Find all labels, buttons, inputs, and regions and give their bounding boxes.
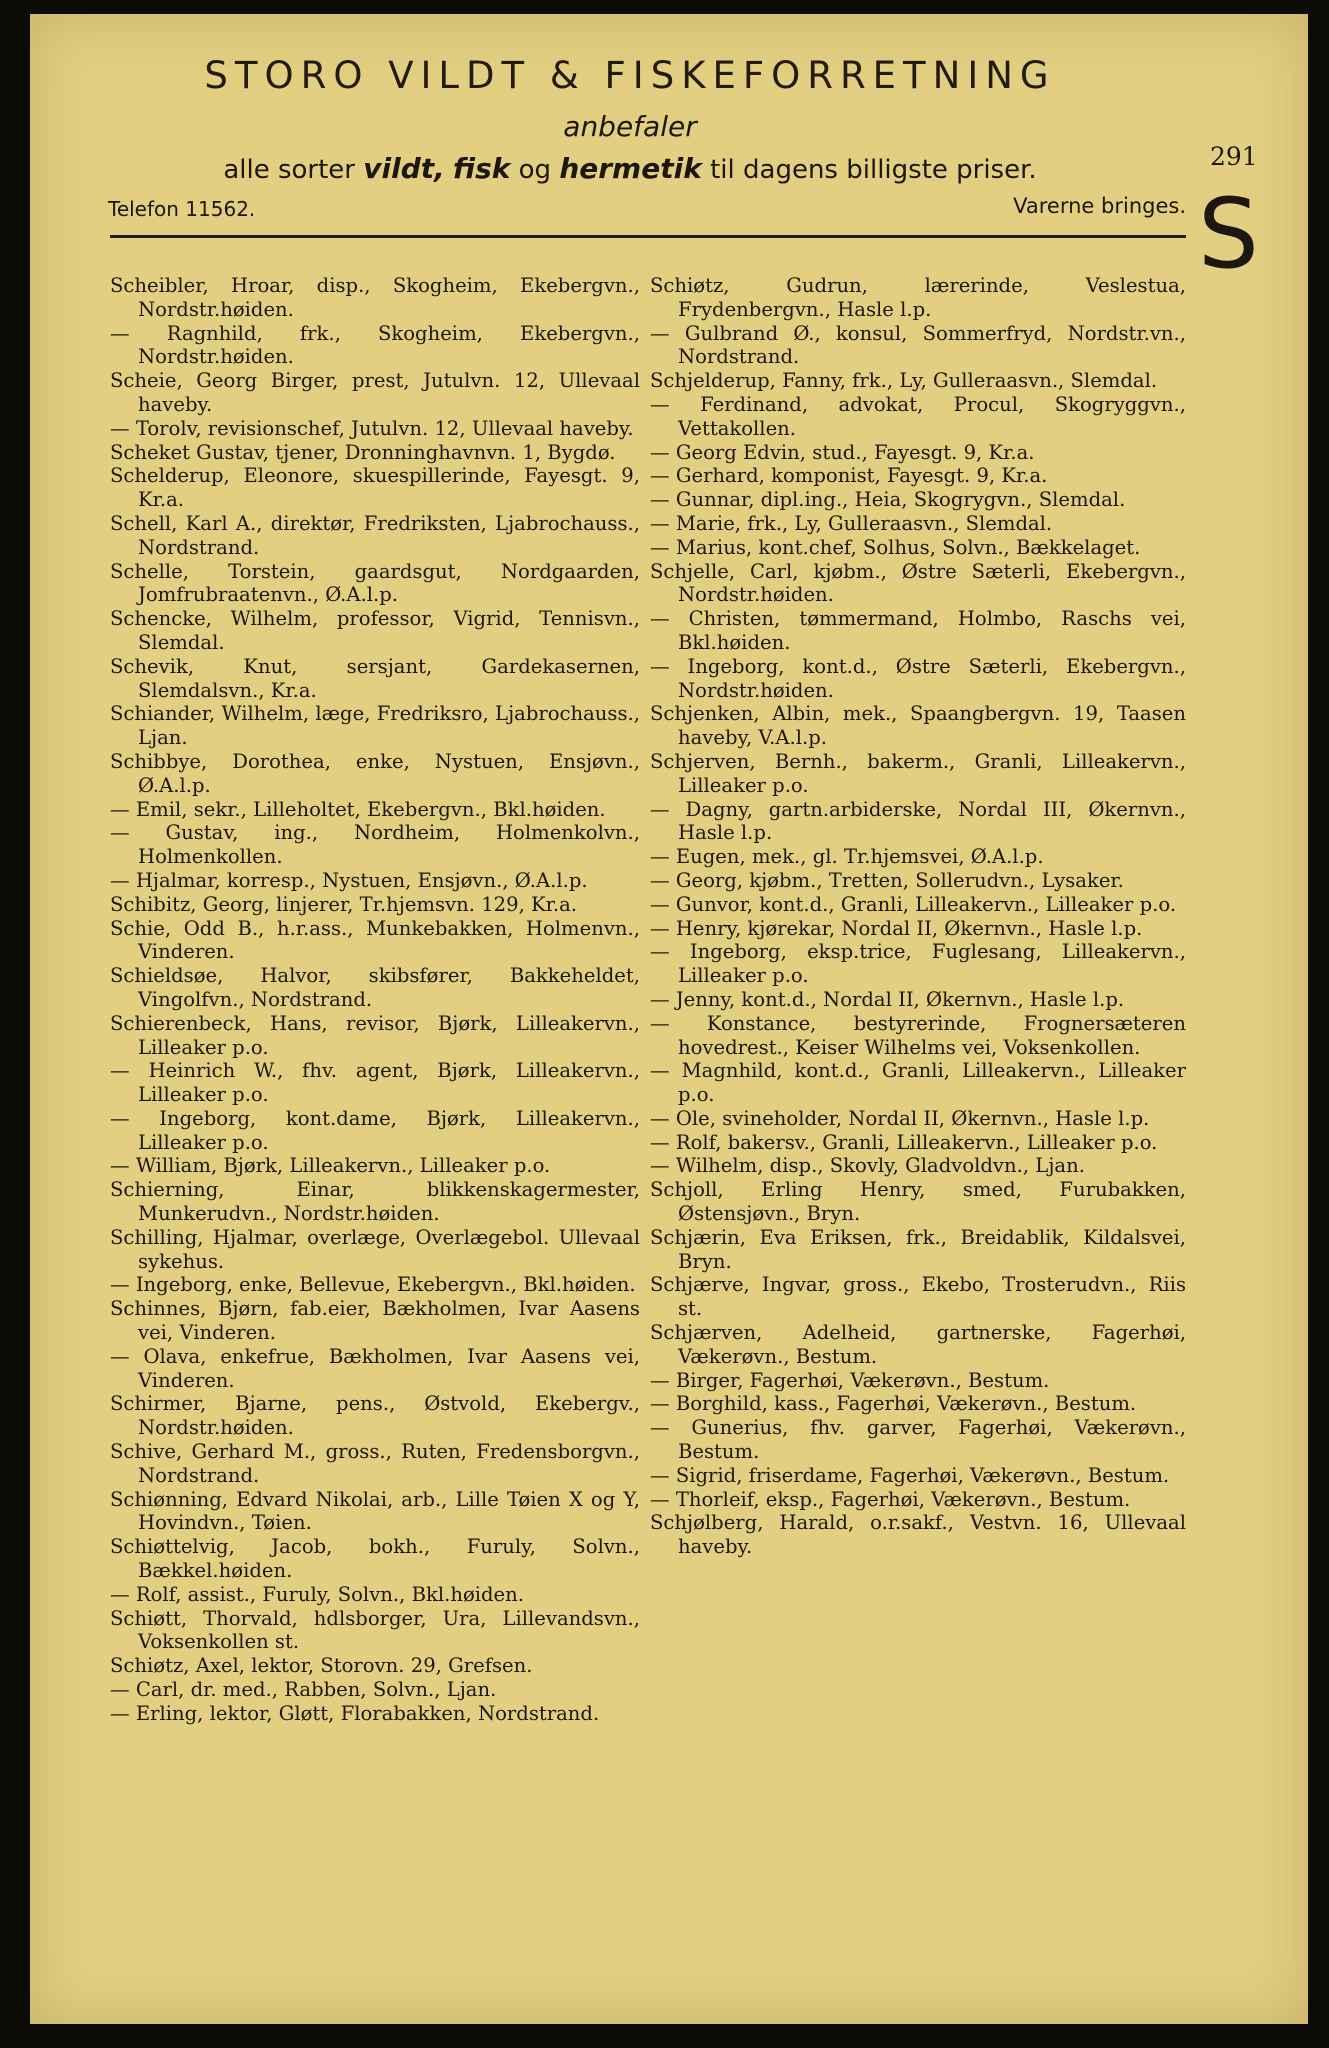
advert-line: [110, 152, 1150, 185]
directory-entry: Scheie, Georg Birger, prest, Jutulvn. 12, Ullevaal haveby.: [110, 369, 640, 416]
directory-entry: — Eugen, mek., gl. Tr.hjemsvei, Ø.A.l.p.: [650, 845, 1044, 869]
directory-entry: — Erling, lektor, Gløtt, Florabakken, Nordstrand.: [110, 1701, 600, 1725]
directory-entry: — Sigrid, friserdame, Fagerhøi, Vækerøvn., Bestum.: [650, 1463, 1170, 1487]
directory-entry: Schjærve, Ingvar, gross., Ekebo, Trosterudvn., Riis st.: [650, 1273, 1186, 1321]
advert-line-og: og: [518, 155, 552, 185]
directory-entry: — Ingeborg, enke, Bellevue, Ekebergvn., Bkl.høiden.: [110, 1273, 636, 1297]
directory-entry: Schiønning, Edvard Nikolai, arb., Lille Tøien X og Y, Hovindvn., Tøien.: [110, 1487, 640, 1535]
advert-line-fisk: fisk: [453, 152, 511, 185]
directory-entry: — Marius, kont.chef, Solhus, Solvn., Bækkelaget.: [650, 535, 1141, 559]
directory-entry: Schjenken, Albin, mek., Spaangbergvn. 19, Taasen haveby, V.A.l.p.: [650, 702, 1186, 750]
directory-entry: — Ingeborg, kont.dame, Bjørk, Lilleakervn., Lilleaker p.o.: [110, 1106, 640, 1154]
directory-entry: Schibbye, Dorothea, enke, Nystuen, Ensjøvn., Ø.A.l.p.: [110, 749, 640, 797]
directory-entry: — Gunvor, kont.d., Granli, Lilleakervn., Lilleaker p.o.: [650, 892, 1177, 916]
directory-entry: — Marie, frk., Ly, Gulleraasvn., Slemdal.: [650, 511, 1053, 535]
directory-entry: Schierenbeck, Hans, revisor, Bjørk, Lilleakervn., Lilleaker p.o.: [110, 1011, 640, 1059]
directory-entry: — Thorleif, eksp., Fagerhøi, Vækerøvn., Bestum.: [650, 1487, 1131, 1511]
directory-entry: Schjelderup, Fanny, frk., Ly, Gulleraasvn., Slemdal.: [650, 369, 1158, 393]
advert-phone: Telefon 11562.: [108, 197, 256, 221]
advert-line-vildt: vildt,: [363, 152, 445, 185]
directory-entry: — Ferdinand, advokat, Procul, Skogryggvn., Vettakollen.: [650, 392, 1186, 440]
directory-entry: Schelle, Torstein, gaardsgut, Nordgaarden, Jomfrubraatenvn., Ø.A.l.p.: [110, 559, 640, 607]
directory-entry: Schiøtt, Thorvald, hdlsborger, Ura, Lillevandsvn., Voksenkollen st.: [110, 1606, 640, 1654]
directory-entry: Scheket Gustav, tjener, Dronninghavnvn. 1, Bygdø.: [110, 440, 616, 464]
directory-entry: Schjelle, Carl, kjøbm., Østre Sæterli, Ekebergvn., Nordstr.høiden.: [650, 559, 1186, 607]
directory-entry: — Emil, sekr., Lilleholtet, Ekebergvn., Bkl.høiden.: [110, 797, 606, 821]
right-column: [650, 274, 1186, 1559]
directory-entry: Schjærven, Adelheid, gartnerske, Fagerhøi, Vækerøvn., Bestum.: [650, 1321, 1186, 1368]
advert-subtitle: anbefaler: [563, 110, 697, 143]
directory-entry: — Heinrich W., fhv. agent, Bjørk, Lilleakervn., Lilleaker p.o.: [110, 1059, 640, 1107]
directory-entry: — Henry, kjørekar, Nordal II, Økernvn., Hasle l.p.: [650, 916, 1143, 940]
directory-entry: Schencke, Wilhelm, professor, Vigrid, Tennisvn., Slemdal.: [110, 607, 640, 654]
directory-entry: — Konstance, bestyrerinde, Frognersæteren hovedrest., Keiser Wilhelms vei, Voksenkollen.: [650, 1011, 1186, 1059]
directory-entry: — Rolf, bakersv., Granli, Lilleakervn., Lilleaker p.o.: [650, 1130, 1158, 1154]
directory-entry: — Gustav, ing., Nordheim, Holmenkolvn., Holmenkollen.: [110, 821, 640, 869]
directory-entry: Schiøtz, Gudrun, lærerinde, Veslestua, Frydenbergvn., Hasle l.p.: [650, 274, 1186, 321]
header-rule: [110, 235, 1186, 238]
left-column: [110, 274, 640, 1726]
directory-entry: — Dagny, gartn.arbiderske, Nordal III, Økernvn., Hasle l.p.: [650, 797, 1186, 845]
section-letter: S: [1198, 178, 1259, 290]
directory-entry: Schjærin, Eva Eriksen, frk., Breidablik, Kildalsvei, Bryn.: [650, 1225, 1186, 1273]
advert-title: STORO VILDT & FISKEFORRETNING: [204, 54, 1056, 97]
directory-entry: Schierning, Einar, blikkenskagermester, Munkerudvn., Nordstr.høiden.: [110, 1178, 640, 1226]
directory-entry: — William, Bjørk, Lilleakervn., Lilleaker p.o.: [110, 1154, 551, 1178]
directory-entry: Schirmer, Bjarne, pens., Østvold, Ekebergv., Nordstr.høiden.: [110, 1392, 640, 1440]
directory-entry: — Rolf, assist., Furuly, Solvn., Bkl.høiden.: [110, 1582, 525, 1606]
directory-entry: Scheibler, Hroar, disp., Skogheim, Ekebergvn., Nordstr.høiden.: [110, 274, 640, 321]
directory-entry: — Torolv, revisionschef, Jutulvn. 12, Ullevaal haveby.: [110, 416, 634, 440]
directory-entry: — Jenny, kont.d., Nordal II, Økernvn., Hasle l.p.: [650, 987, 1125, 1011]
directory-entry: Schjerven, Bernh., bakerm., Granli, Lilleakervn., Lilleaker p.o.: [650, 749, 1186, 797]
directory-entry: — Borghild, kass., Fagerhøi, Vækerøvn., Bestum.: [650, 1392, 1137, 1416]
directory-entry: Schelderup, Eleonore, skuespillerinde, Fayesgt. 9, Kr.a.: [110, 464, 640, 512]
directory-entry: — Gulbrand Ø., konsul, Sommerfryd, Nordstr.vn., Nordstrand.: [650, 321, 1186, 369]
directory-entry: — Ingeborg, eksp.trice, Fuglesang, Lilleakervn., Lilleaker p.o.: [650, 940, 1186, 988]
directory-entry: — Gunerius, fhv. garver, Fagerhøi, Vækerøvn., Bestum.: [650, 1416, 1186, 1464]
directory-entry: — Georg Edvin, stud., Fayesgt. 9, Kr.a.: [650, 440, 1035, 464]
directory-entry: — Gunnar, dipl.ing., Heia, Skogrygvn., Slemdal.: [650, 488, 1126, 512]
directory-entry: Schiøttelvig, Jacob, bokh., Furuly, Solvn., Bækkel.høiden.: [110, 1535, 640, 1583]
page-number: 291: [1210, 142, 1258, 171]
directory-entry: Schiander, Wilhelm, læge, Fredriksro, Ljabrochauss., Ljan.: [110, 702, 640, 750]
advert-delivery: Varerne bringes.: [1013, 194, 1186, 218]
directory-entry: — Gerhard, komponist, Fayesgt. 9, Kr.a.: [650, 464, 1048, 488]
advert-line-suffix: til dagens billigste priser.: [710, 155, 1037, 185]
directory-entry: — Hjalmar, korresp., Nystuen, Ensjøvn., Ø.A.l.p.: [110, 868, 588, 892]
directory-entry: — Georg, kjøbm., Tretten, Sollerudvn., Lysaker.: [650, 868, 1124, 892]
directory-entry: Schieldsøe, Halvor, skibsfører, Bakkeheldet, Vingolfvn., Nordstrand.: [110, 964, 640, 1011]
directory-entry: Schive, Gerhard M., gross., Ruten, Fredensborgvn., Nordstrand.: [110, 1440, 640, 1487]
directory-entry: Schie, Odd B., h.r.ass., Munkebakken, Holmenvn., Vinderen.: [110, 916, 640, 964]
advert-line-prefix: alle sorter: [223, 155, 355, 185]
directory-entry: Schinnes, Bjørn, fab.eier, Bækholmen, Ivar Aasens vei, Vinderen.: [110, 1297, 640, 1345]
directory-entry: — Wilhelm, disp., Skovly, Gladvoldvn., Ljan.: [650, 1154, 1085, 1178]
directory-entry: — Christen, tømmermand, Holmbo, Raschs vei, Bkl.høiden.: [650, 607, 1186, 654]
advert-line-hermetik: hermetik: [559, 152, 702, 185]
directory-entry: Schilling, Hjalmar, overlæge, Overlægebol. Ullevaal sykehus.: [110, 1225, 640, 1273]
directory-entry: — Ole, svineholder, Nordal II, Økernvn., Hasle l.p.: [650, 1106, 1150, 1130]
directory-entry: Schjølberg, Harald, o.r.sakf., Vestvn. 16, Ullevaal haveby.: [650, 1511, 1186, 1559]
directory-entry: Schjoll, Erling Henry, smed, Furubakken, Østensjøvn., Bryn.: [650, 1178, 1186, 1226]
directory-entry: Schevik, Knut, sersjant, Gardekasernen, Slemdalsvn., Kr.a.: [110, 654, 640, 702]
directory-entry: — Carl, dr. med., Rabben, Solvn., Ljan.: [110, 1678, 497, 1702]
directory-entry: — Magnhild, kont.d., Granli, Lilleakervn., Lilleaker p.o.: [650, 1059, 1186, 1107]
directory-entry: — Ingeborg, kont.d., Østre Sæterli, Ekebergvn., Nordstr.høiden.: [650, 654, 1186, 702]
directory-entry: — Ragnhild, frk., Skogheim, Ekebergvn., Nordstr.høiden.: [110, 321, 640, 369]
directory-entry: — Birger, Fagerhøi, Vækerøvn., Bestum.: [650, 1368, 1050, 1392]
directory-entry: Schell, Karl A., direktør, Fredriksten, Ljabrochauss., Nordstrand.: [110, 511, 640, 559]
directory-entry: — Olava, enkefrue, Bækholmen, Ivar Aasens vei, Vinderen.: [110, 1344, 640, 1392]
directory-page: [30, 14, 1308, 2024]
directory-entry: Schibitz, Georg, linjerer, Tr.hjemsvn. 129, Kr.a.: [110, 892, 578, 916]
directory-entry: Schiøtz, Axel, lektor, Storovn. 29, Grefsen.: [110, 1654, 533, 1678]
